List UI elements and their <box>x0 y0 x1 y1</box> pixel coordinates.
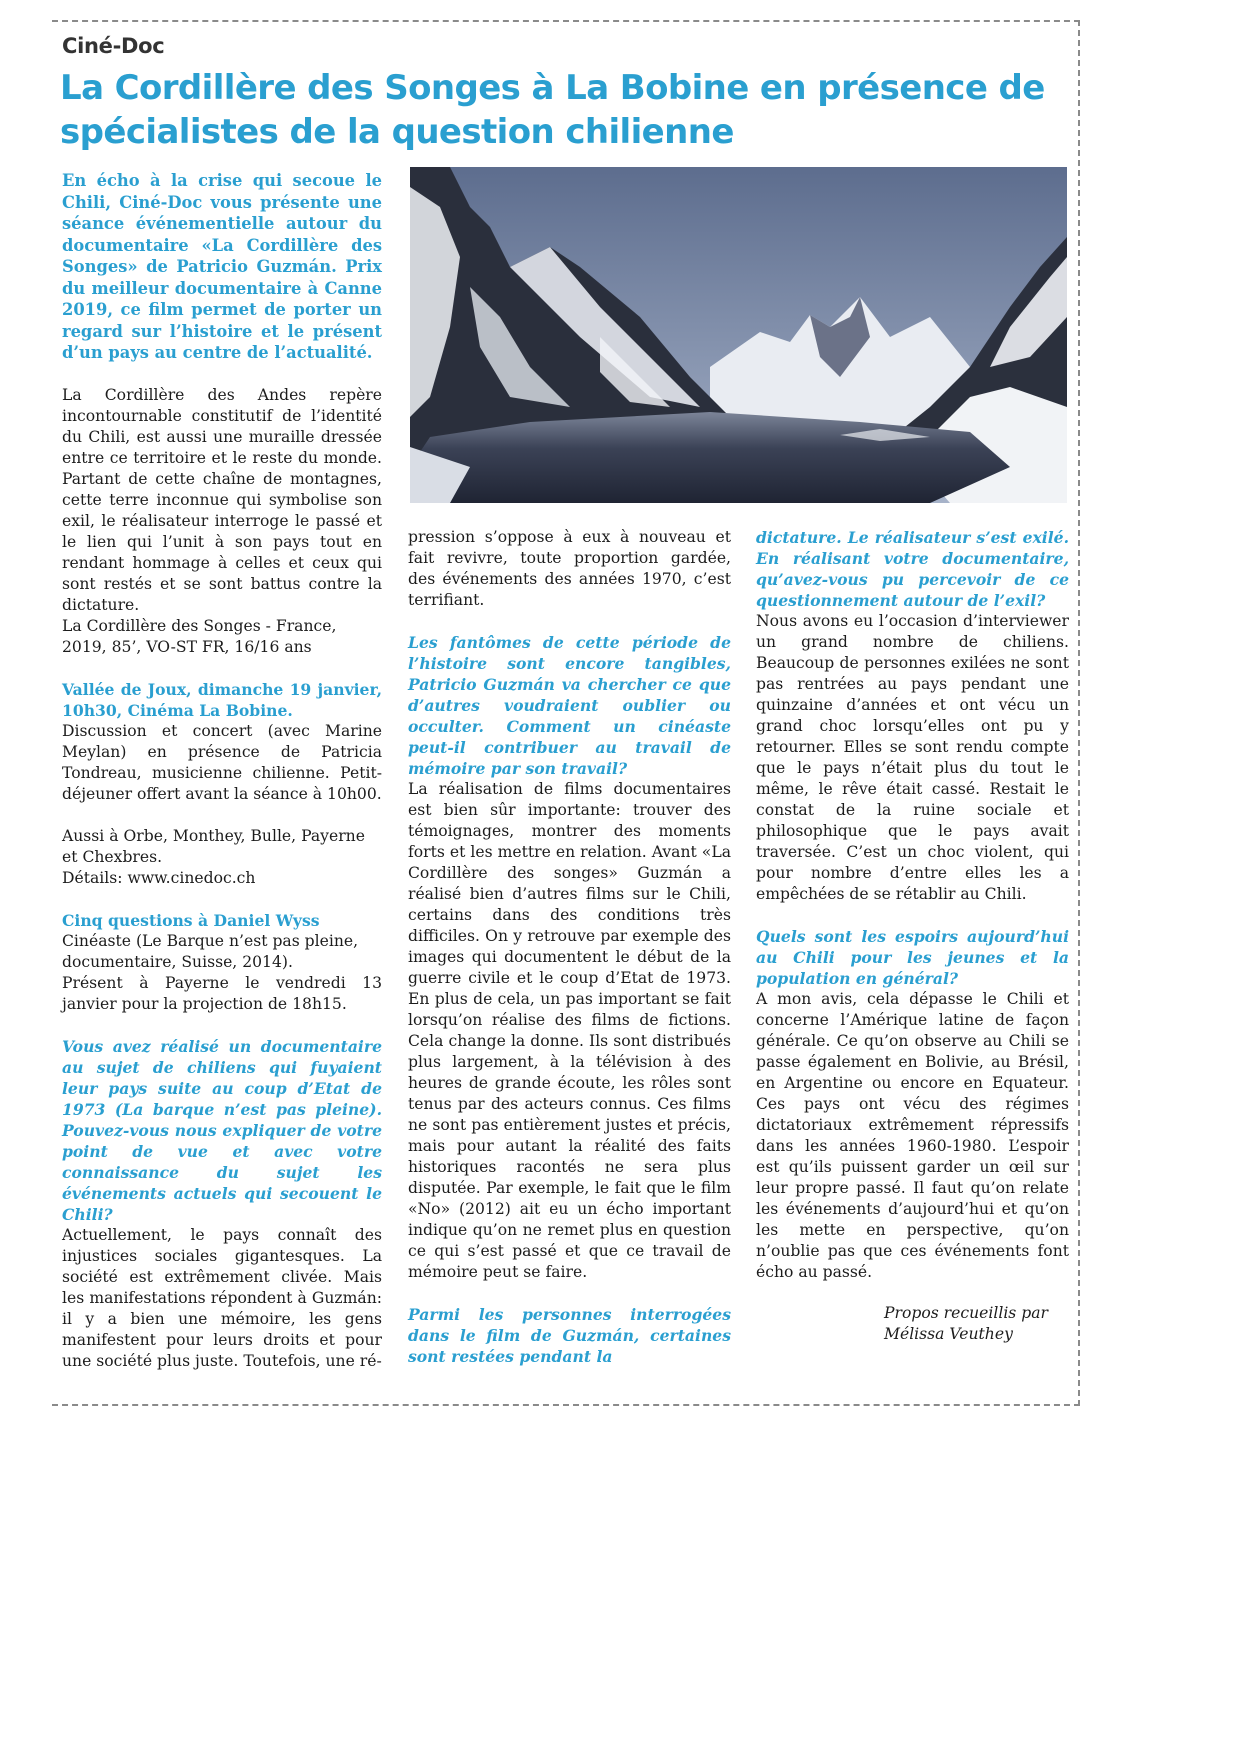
question-3-start: Parmi les personnes interrogées dans le film de Guzmán, certaines sont restées pendant la <box>408 1305 731 1366</box>
answer-1-start: Actuellement, le pays connaît des injustices sociales gigantesques. La société est extrêmement clivée. Mais les manifestations répondent à Guzmán: il y a bien une mémoire, les gens manifestent pour leurs droits et pour une société plus juste. Toutefois, une ré- <box>62 1225 382 1370</box>
answer-1-end: pression s’oppose à eux à nouveau et fait revivre, toute proportion gardée, des événements des années 1970, c’est terrifiant. <box>408 528 731 609</box>
interview-presence: Présent à Payerne le vendredi 13 janvier pour la projection de 18h15. <box>62 973 382 1013</box>
other-venues: Aussi à Orbe, Monthey, Bulle, Payerne et Chexbres. <box>62 826 365 866</box>
film-synopsis: La Cordillère des Andes repère incontournable constitutif de l’identité du Chili, est aussi une muraille dressée entre ce territoire et le reste du monde. Partant de cette chaîne de montagnes, cette terre inconnue qui symbolise son exil, le réalisateur interroge le passé et le lien qui l’unit à son pays tout en rendant hommage à celles et ceux qui sont restés et se sont battus contre la dictature. <box>62 385 382 614</box>
article-photo <box>410 167 1067 503</box>
column-3 <box>756 527 1069 1345</box>
article-lead: En écho à la crise qui secoue le Chili, Ciné-Doc vous présente une séance événementielle autour du documentaire «La Cordillère des Songes» de Patricio Guzmán. Prix du meilleur documentaire à Canne 2019, ce film permet de porter un regard sur l’histoire et le présent d’un pays au centre de l’actualité. <box>62 171 382 362</box>
signature-line-1: Propos recueillis par <box>884 1304 1048 1322</box>
event-heading: Vallée de Joux, dimanche 19 janvier, 10h30, Cinéma La Bobine. <box>62 679 382 720</box>
interview-heading: Cinq questions à Daniel Wyss <box>62 910 320 930</box>
question-3-end: dictature. Le réalisateur s’est exilé. En réalisant votre documentaire, qu’avez-vous pu percevoir de ce questionnement autour de l’exil? <box>756 528 1069 610</box>
column-2 <box>408 527 731 1367</box>
signature-author: Mélissa Veuthey <box>884 1325 1013 1343</box>
mountain-lake-image <box>410 167 1067 503</box>
signature <box>756 1303 1069 1345</box>
answer-4: A mon avis, cela dépasse le Chili et concerne l’Amérique latine de façon générale. Ce qu’on observe au Chili se passe également en Bolivie, au Brésil, en Argentine ou encore en Equateur. Ces pays ont vécu des régimes dictatoriaux extrêmement répressifs dans les années 1960-1980. L’espoir est qu’ils puissent garder un œil sur leur propre passé. Il faut qu’on relate les événements d’aujourd’hui et qu’on les mette en perspective, qu’on n’oublie pas que ces événements font écho au passé. <box>756 990 1069 1281</box>
film-info: La Cordillère des Songes - France, 2019, 85’, VO-ST FR, 16/16 ans <box>62 616 337 656</box>
details-link[interactable]: Détails: www.cinedoc.ch <box>62 868 256 887</box>
question-1: Vous avez réalisé un documentaire au sujet de chiliens qui fuyaient leur pays suite au coup d’Etat de 1973 (La barque n’est pas pleine). Pouvez-vous nous expliquer de votre point de vue et avec votre connaissance du sujet les événements actuels qui secouent le Chili? <box>62 1036 382 1224</box>
column-1 <box>62 170 382 1372</box>
question-4: Quels sont les espoirs aujourd’hui au Chili pour les jeunes et la population en général? <box>756 927 1069 988</box>
question-2: Les fantômes de cette période de l’histoire sont encore tangibles, Patricio Guzmán va chercher ce que d’autres voudraient oublier ou occulter. Comment un cinéaste peut-il contribuer au travail de mémoire par son travail? <box>408 633 731 778</box>
article-title: La Cordillère des Songes à La Bobine en présence de spécialistes de la question chilienne <box>60 68 1045 152</box>
answer-3: Nous avons eu l’occasion d’interviewer un grand nombre de chiliens. Beaucoup de personnes exilées ne sont pas rentrées au pays pendant une quinzaine d’années et ont vécu un grand choc lorsqu’elles ont pu y retourner. Elles se sont rendu compte que le pays n’était plus du tout le même, le rêve était cassé. Restait le constat de la ruine sociale et philosophique que le pays avait traversée. C’est un choc violent, qui pour nombre d’entre elles les a empêchées de se rétablir au Chili. <box>756 612 1069 903</box>
event-description: Discussion et concert (avec Marine Meylan) en présence de Patricia Tondreau, musicienne chilienne. Petit-déjeuner offert avant la séance à 10h00. <box>62 721 382 803</box>
answer-2: La réalisation de films documentaires est bien sûr importante: trouver des témoignages, montrer des moments forts et les mettre en relation. Avant «La Cordillère des songes» Guzmán a réalisé bien d’autres films sur le Chili, certains dans des conditions très difficiles. On y retrouve par exemple des images qui documentent le début de la guerre civile et le coup d’Etat de 1973. En plus de cela, un pas important se fait lorsqu’on réalise des films de fictions. Cela change la donne. Ils sont distribués plus largement, à la télévision à des heures de grande écoute, les rôles sont tenus par des acteurs connus. Ces films ne sont pas entièrement justes et précis, mais pour autant la réalité des faits historiques racontés ne sera plus disputée. Par exemple, le fait que le film «No» (2012) ait eu un écho important indique qu’on ne remet plus en question ce qui s’est passé et que ce travail de mémoire peut se faire. <box>408 780 731 1281</box>
section-kicker: Ciné-Doc <box>62 34 165 58</box>
interview-intro: Cinéaste (Le Barque n’est pas pleine, documentaire, Suisse, 2014). <box>62 931 359 971</box>
